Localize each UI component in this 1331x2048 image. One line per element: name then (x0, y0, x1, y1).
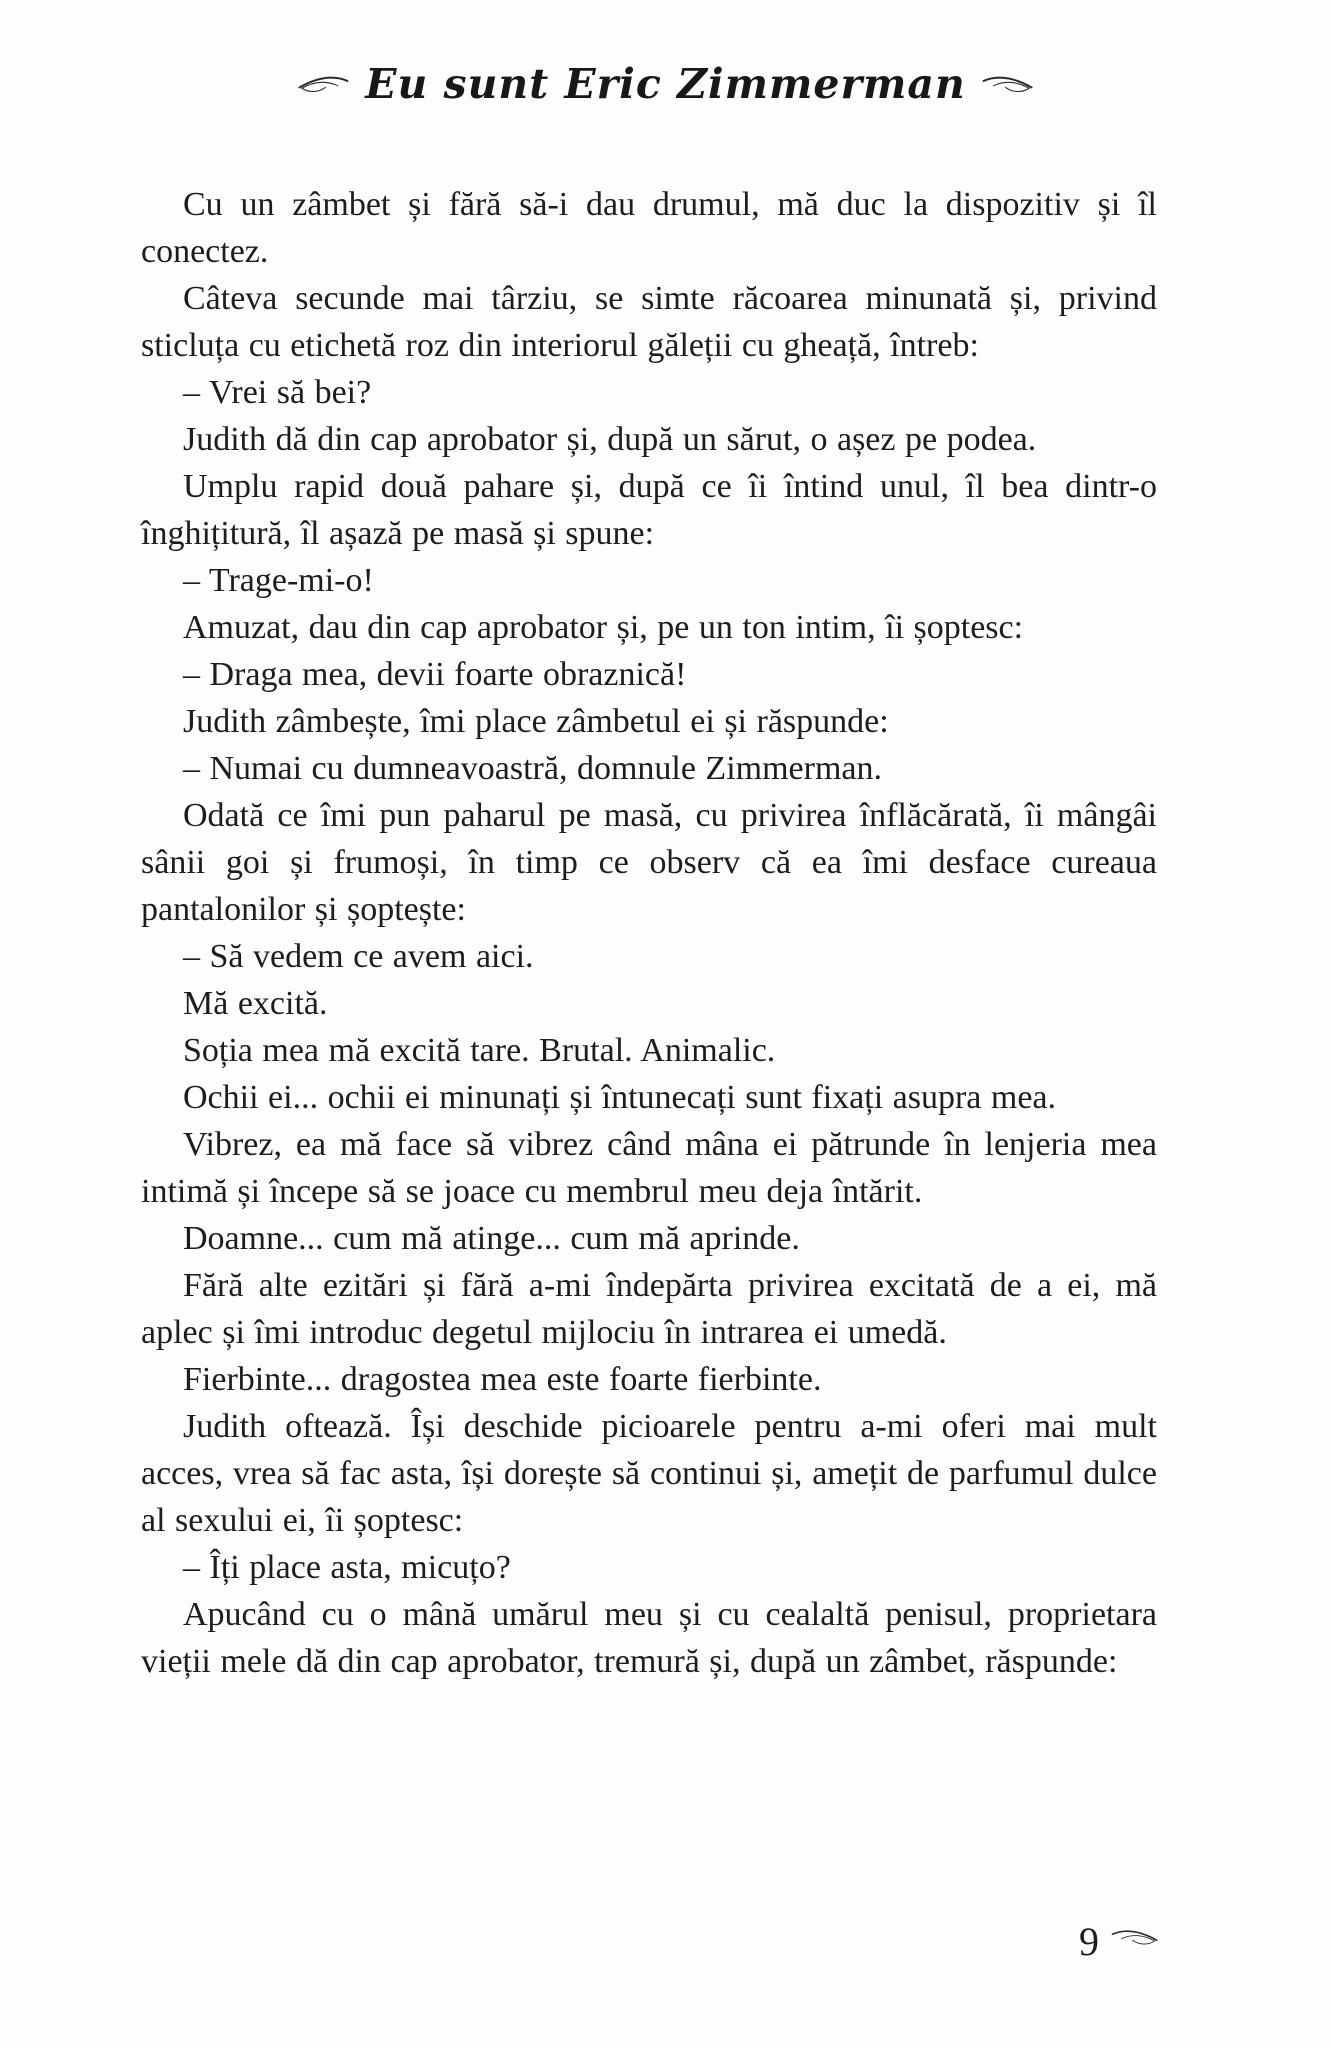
page-footer (1079, 1919, 1159, 1964)
body-paragraph-dialogue: – Numai cu dumneavoastră, domnule Zimmerman. (183, 750, 882, 787)
body-paragraph: Apucând cu o mână umărul meu și cu cealaltă penisul, proprietara vieții mele dă din cap aprobator, tremură și, după un zâmbet, răspunde: (141, 1596, 1157, 1680)
header-flourish-right-icon (982, 74, 1034, 96)
body-paragraph: Doamne... cum mă atinge... cum mă aprinde. (183, 1220, 800, 1257)
body-paragraph-dialogue: – Îți place asta, micuțo? (183, 1549, 511, 1586)
page-header (0, 60, 1331, 108)
footer-flourish-icon (1111, 1927, 1159, 1949)
body-paragraph: Odată ce îmi pun paharul pe masă, cu privirea înflăcărată, îi mângâi sânii goi și frumoși, în timp ce observ că ea îmi desface cureaua pantalonilor și șoptește: (141, 797, 1157, 928)
body-paragraph: Umplu rapid două pahare și, după ce îi întind unul, îl bea dintr-o înghițitură, îl așază pe masă și spune: (141, 468, 1157, 552)
body-paragraph: Fără alte ezitări și fără a-mi îndepărta privirea excitată de a ei, mă aplec și îmi introduc degetul mijlociu în intrarea ei umedă. (141, 1267, 1157, 1351)
body-paragraph-dialogue: – Trage-mi-o! (183, 562, 374, 599)
body-paragraph: Vibrez, ea mă face să vibrez când mâna ei pătrunde în lenjeria mea intimă și începe să se joace cu membrul meu deja întărit. (141, 1126, 1157, 1210)
body-paragraph: Judith oftează. Își deschide picioarele pentru a-mi oferi mai mult acces, vrea să fac asta, își dorește să continui și, amețit de parfumul dulce al sexului ei, îi șoptesc: (141, 1408, 1157, 1539)
body-paragraph-dialogue: – Draga mea, devii foarte obraznică! (183, 656, 687, 693)
running-head-title: Eu sunt Eric Zimmerman (365, 60, 966, 108)
body-paragraph: Soția mea mă excită tare. Brutal. Animalic. (183, 1032, 776, 1069)
body-paragraph: Amuzat, dau din cap aprobator și, pe un ton intim, îi șoptesc: (183, 609, 1024, 646)
page-body (141, 181, 1157, 1685)
body-paragraph: Ochii ei... ochii ei minunați și întunecați sunt fixați asupra mea. (183, 1079, 1056, 1116)
body-paragraph: Judith zâmbește, îmi place zâmbetul ei și răspunde: (183, 703, 889, 740)
body-paragraph: Judith dă din cap aprobator și, după un sărut, o așez pe podea. (183, 421, 1037, 458)
body-paragraph-dialogue: – Să vedem ce avem aici. (183, 938, 534, 975)
body-paragraph: Fierbinte... dragostea mea este foarte fierbinte. (183, 1361, 822, 1398)
body-paragraph: Câteva secunde mai târziu, se simte răcoarea minunată și, privind sticluța cu etichetă roz din interiorul găleții cu gheață, întreb: (141, 280, 1157, 364)
page-number: 9 (1079, 1919, 1099, 1964)
body-paragraph-dialogue: – Vrei să bei? (183, 374, 372, 411)
body-paragraph: Cu un zâmbet și fără să-i dau drumul, mă duc la dispozitiv și îl conectez. (141, 186, 1157, 270)
body-paragraph: Mă excită. (183, 985, 328, 1022)
header-flourish-left-icon (297, 74, 349, 96)
